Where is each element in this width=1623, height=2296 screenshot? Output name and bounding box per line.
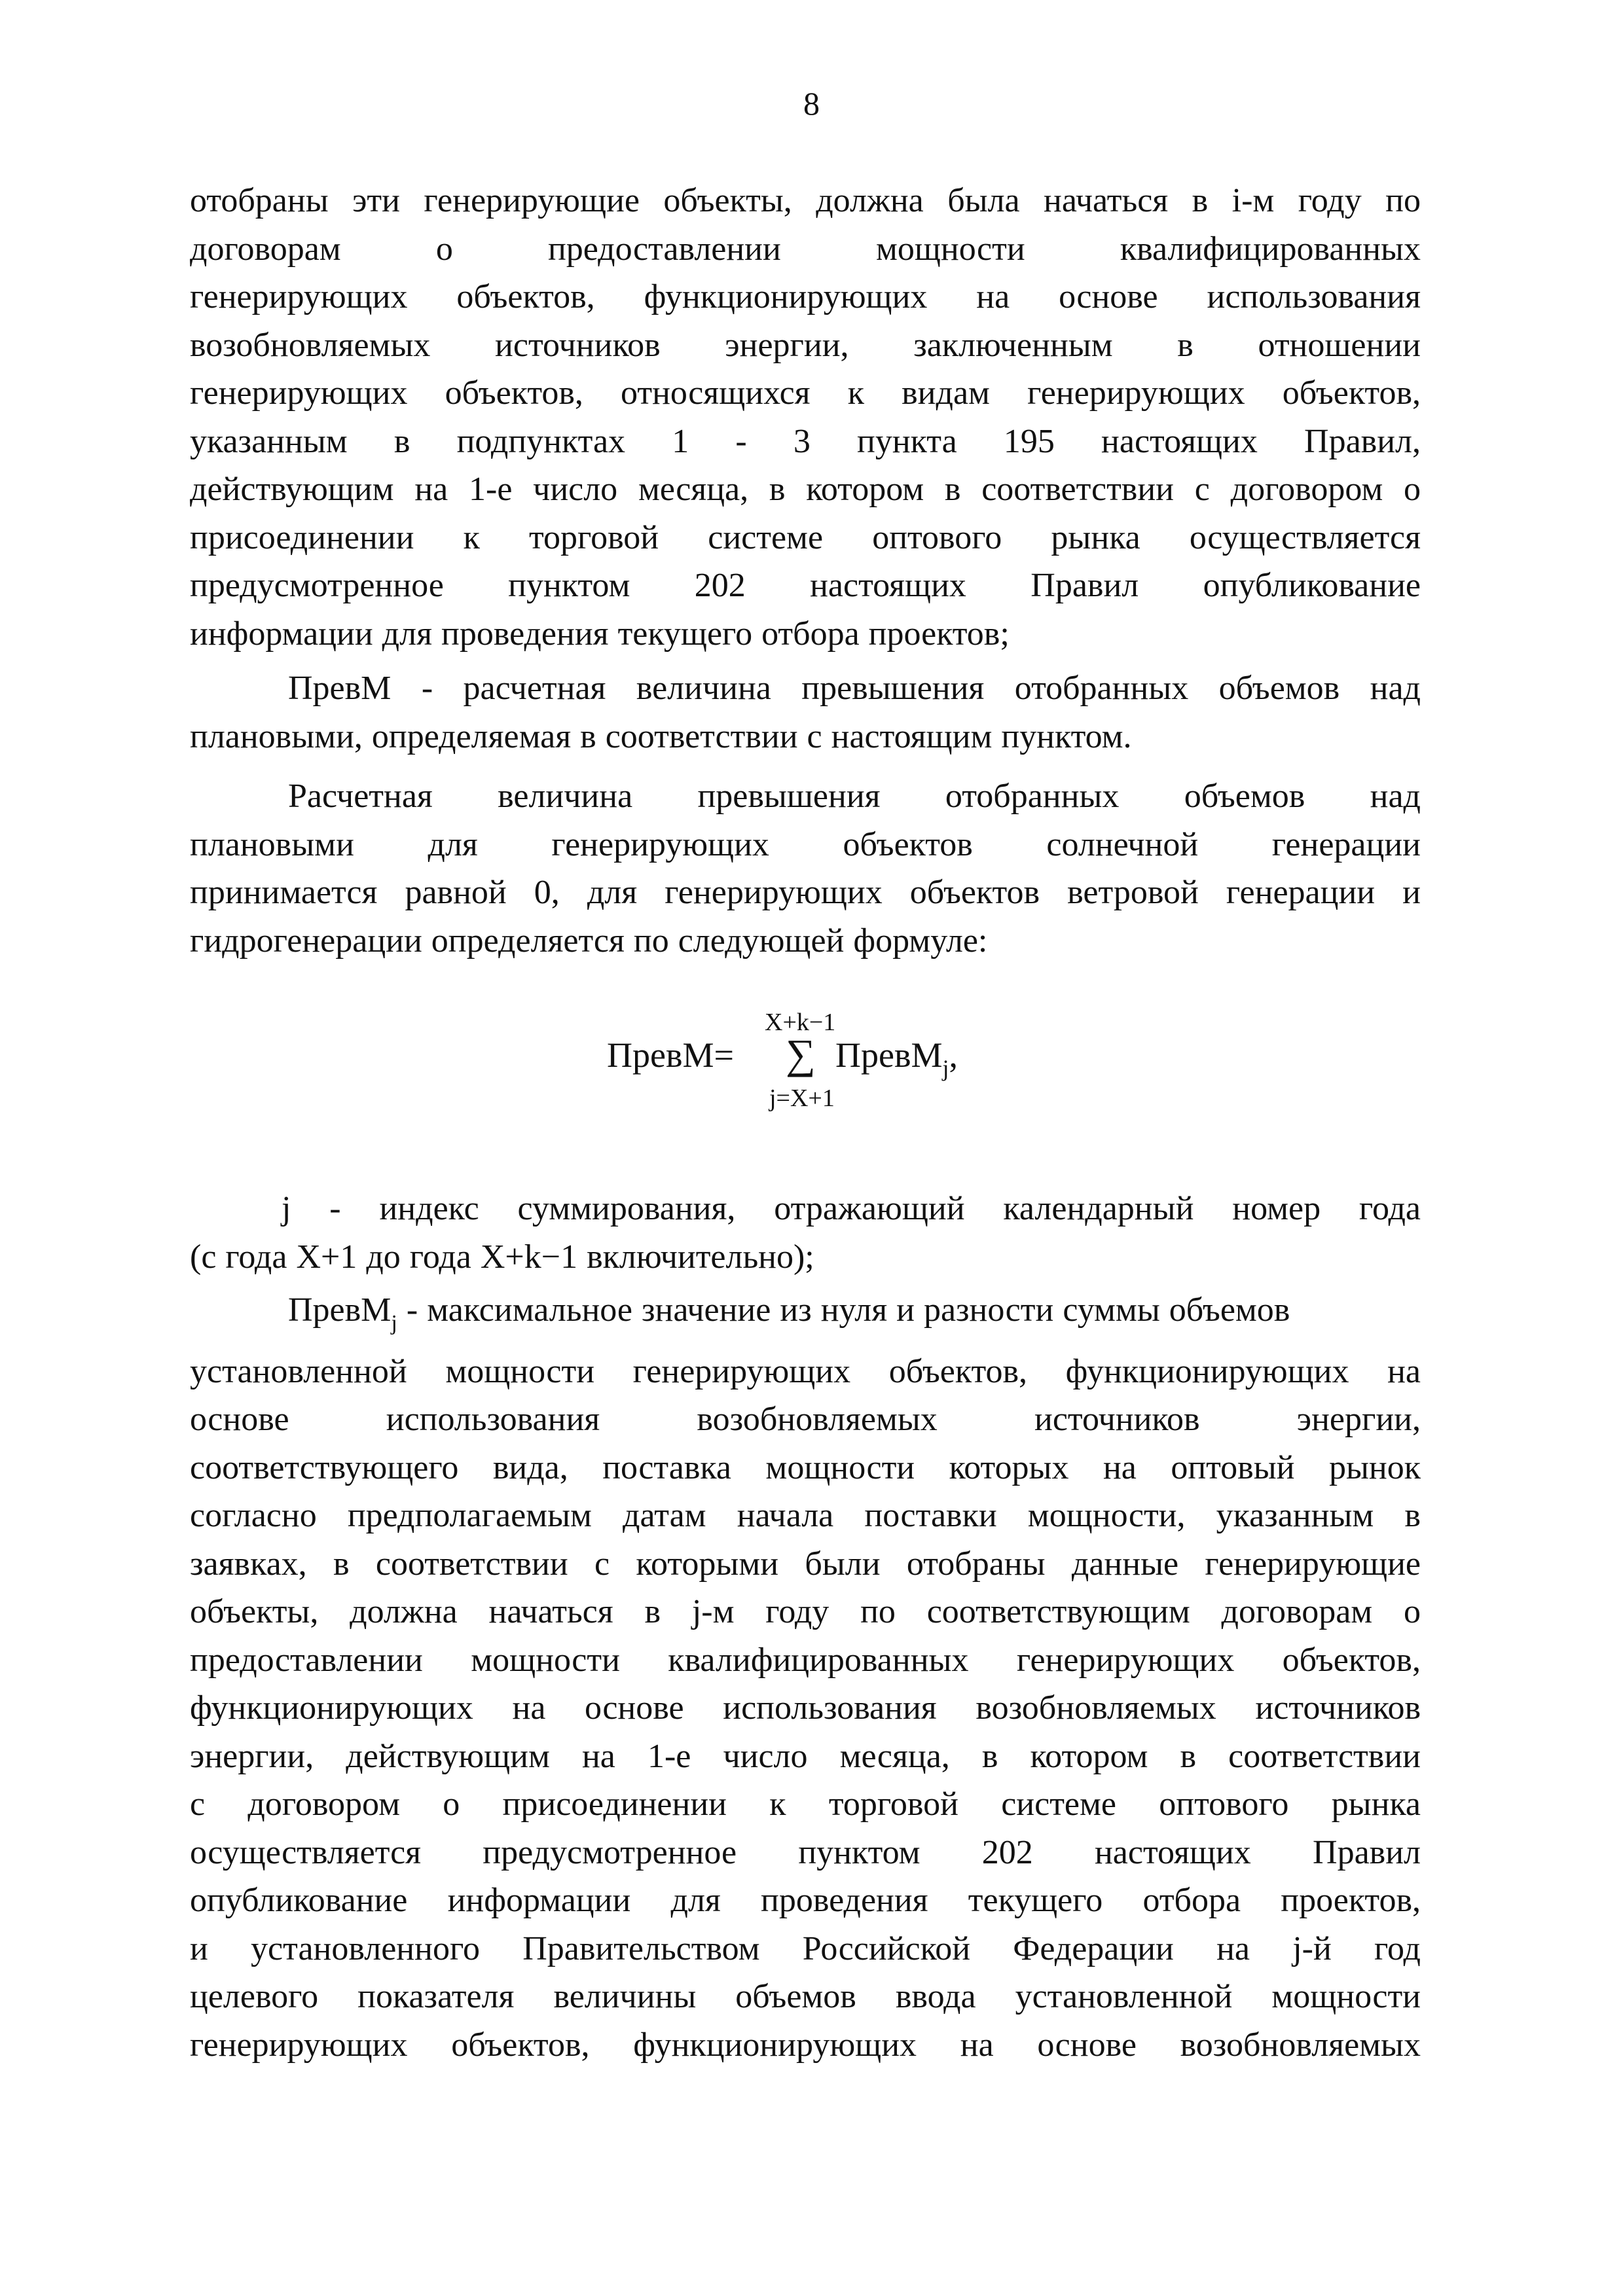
text-line: действующим на 1-е число месяца, в котором в соответствии с договором о [190, 471, 1421, 508]
text-line: с договором о присоединении к торговой системе оптового рынка [190, 1785, 1421, 1823]
text-line: отобраны эти генерирующие объекты, должна была начаться в i-м году по [190, 182, 1421, 219]
sigma-symbol: ∑ [786, 1031, 816, 1077]
text-line: ПревМ - расчетная величина превышения отобранных объемов над [288, 670, 1421, 707]
text-line: гидрогенерации определяется по следующей формуле: [190, 922, 988, 960]
term-previewm: ПревМ [288, 1291, 392, 1329]
paragraph-3 [190, 772, 1421, 965]
formula-lhs: ПревМ= [607, 1035, 734, 1075]
text-line: соответствующего вида, поставка мощности которых на оптовый рынок [190, 1448, 1421, 1486]
text-line: возобновляемых источников энергии, заключенным в отношении [190, 326, 1421, 364]
paragraph-1 [190, 177, 1421, 658]
text-line: генерирующих объектов, функционирующих на основе использования [190, 278, 1421, 315]
text-line: плановыми для генерирующих объектов солнечной генерации [190, 825, 1421, 863]
paragraph-4 [190, 1185, 1421, 1281]
text-line: генерирующих объектов, функционирующих на основе возобновляемых [190, 2026, 1421, 2064]
text-line: предоставлении мощности квалифицированных генерирующих объектов, [190, 1641, 1421, 1679]
text-line: j - индекс суммирования, отражающий календарный номер года [282, 1190, 1421, 1227]
text-line: присоединении к торговой системе оптового рынка осуществляется [190, 518, 1421, 556]
text-line: установленной мощности генерирующих объектов, функционирующих на [190, 1352, 1421, 1390]
term-subscript: j [391, 1311, 397, 1335]
text-line: принимается равной 0, для генерирующих объектов ветровой генерации и [190, 874, 1421, 911]
text-line: согласно предполагаемым датам начала поставки мощности, указанным в [190, 1497, 1421, 1534]
text-line: основе использования возобновляемых источников энергии, [190, 1401, 1421, 1438]
page-number: 8 [803, 85, 820, 122]
text-line: информации для проведения текущего отбора проектов; [190, 615, 1010, 653]
text-line: функционирующих на основе использования возобновляемых источников [190, 1689, 1421, 1727]
text-line: ПревМ$_j$ - максимальное значение из нуля и разности суммы объемов [288, 1291, 1290, 1335]
text-line: плановыми, определяемая в соответствии с настоящим пунктом. [190, 717, 1132, 755]
text-line: генерирующих объектов, относящихся к видам генерирующих объектов, [190, 374, 1421, 412]
text-line: опубликование информации для проведения текущего отбора проектов, [190, 1882, 1421, 1919]
text-line: осуществляется предусмотренное пунктом 202 настоящих Правил [190, 1833, 1421, 1871]
text-line: договорам о предоставлении мощности квалифицированных [190, 230, 1421, 268]
paragraph-2 [190, 664, 1421, 761]
sum-upper-limit: X+k−1 [765, 1009, 836, 1036]
text-line: целевого показателя величины объемов ввода установленной мощности [190, 1978, 1421, 2015]
text-line: объекты, должна начаться в j-м году по соответствующим договорам о [190, 1593, 1421, 1630]
text-line: предусмотренное пунктом 202 настоящих Правил опубликование [190, 567, 1421, 604]
text-line: и установленного Правительством Российской Федерации на j-й год [190, 1929, 1421, 1967]
paragraph-5 [190, 1286, 1421, 2069]
formula [0, 1008, 1623, 1126]
text-line: Расчетная величина превышения отобранных объемов над [288, 778, 1421, 815]
text-line: (с года X+1 до года X+k−1 включительно); [190, 1238, 814, 1276]
formula-term: ПревМ$_j$, [835, 1035, 958, 1081]
text-line: заявках, в соответствии с которыми были отобраны данные генерирующие [190, 1545, 1421, 1583]
text-line: указанным в подпунктах 1 - 3 пункта 195 настоящих Правил, [190, 422, 1421, 460]
text-line: энергии, действующим на 1-е число месяца, в котором в соответствии [190, 1737, 1421, 1775]
formula-term-subscript: j [942, 1055, 949, 1081]
sum-lower-limit: j=X+1 [769, 1085, 835, 1112]
